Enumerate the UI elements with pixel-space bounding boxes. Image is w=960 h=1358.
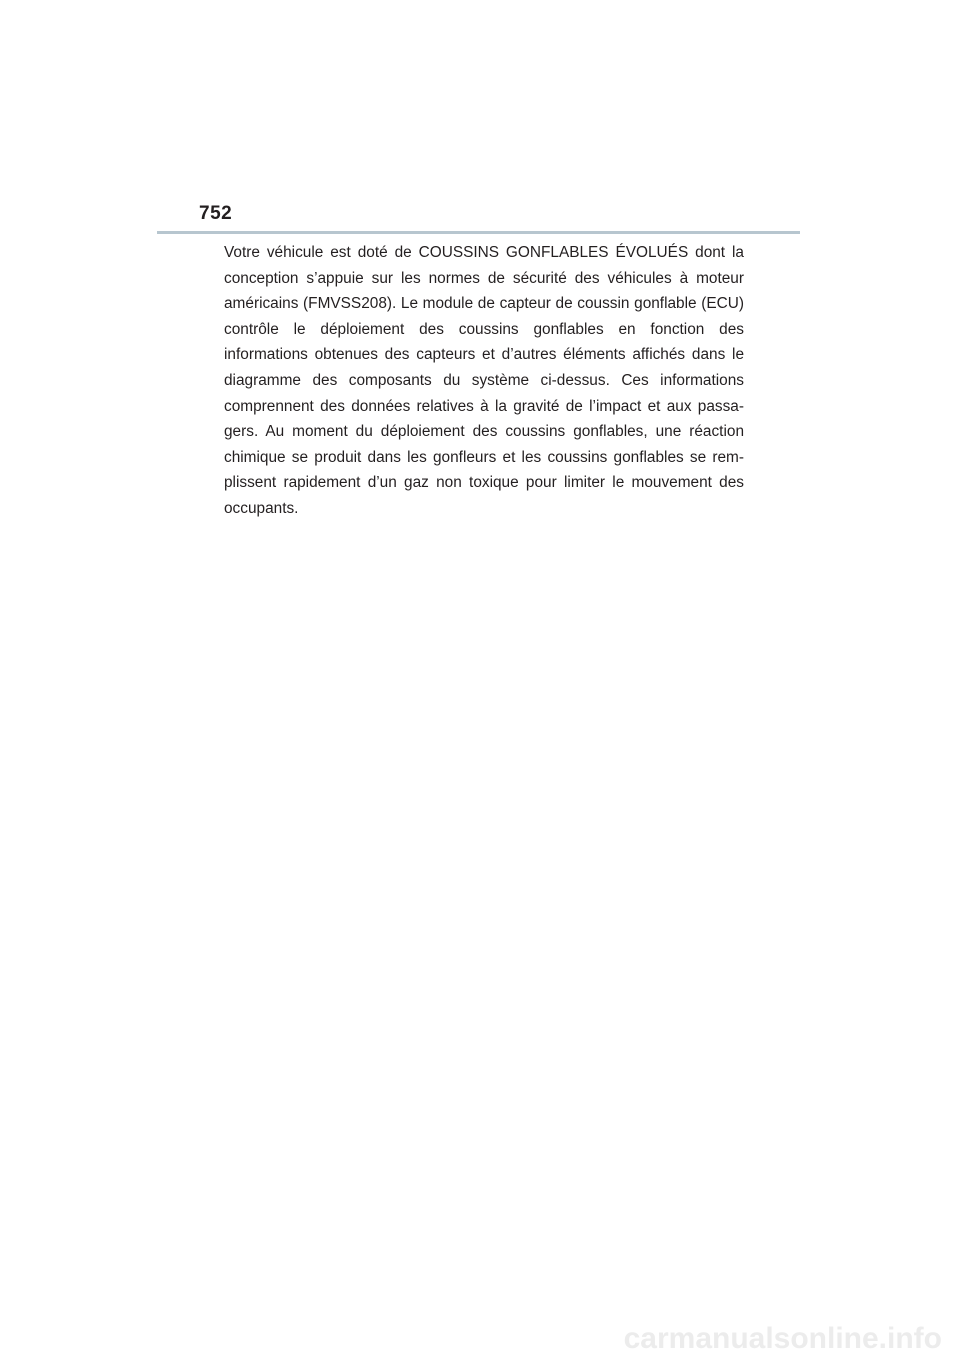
page-number: 752: [199, 203, 233, 224]
header-divider: [157, 231, 800, 234]
watermark: carmanualsonline.info: [623, 1322, 942, 1355]
body-paragraph: Votre véhicule est doté de COUSSINS GONFLABLES ÉVOLUÉS dont la conception s’appuie sur les normes de sécurité des véhicules à moteur américains (FMVSS208). Le module de capteur de coussin gonflable (ECU) contrôle le déploiement des coussins gonflables en fonction des informations obtenues des capteurs et d’autres éléments affichés dans le diagramme des composants du système ci-dessus. Ces informations comprennent des données relatives à la gravité de l’impact et aux passa-gers. Au moment du déploiement des coussins gonflables, une réaction chimique se produit dans les gonfleurs et les coussins gonflables se rem-plissent rapidement d’un gaz non toxique pour limiter le mouvement des occupants.: [224, 244, 744, 517]
